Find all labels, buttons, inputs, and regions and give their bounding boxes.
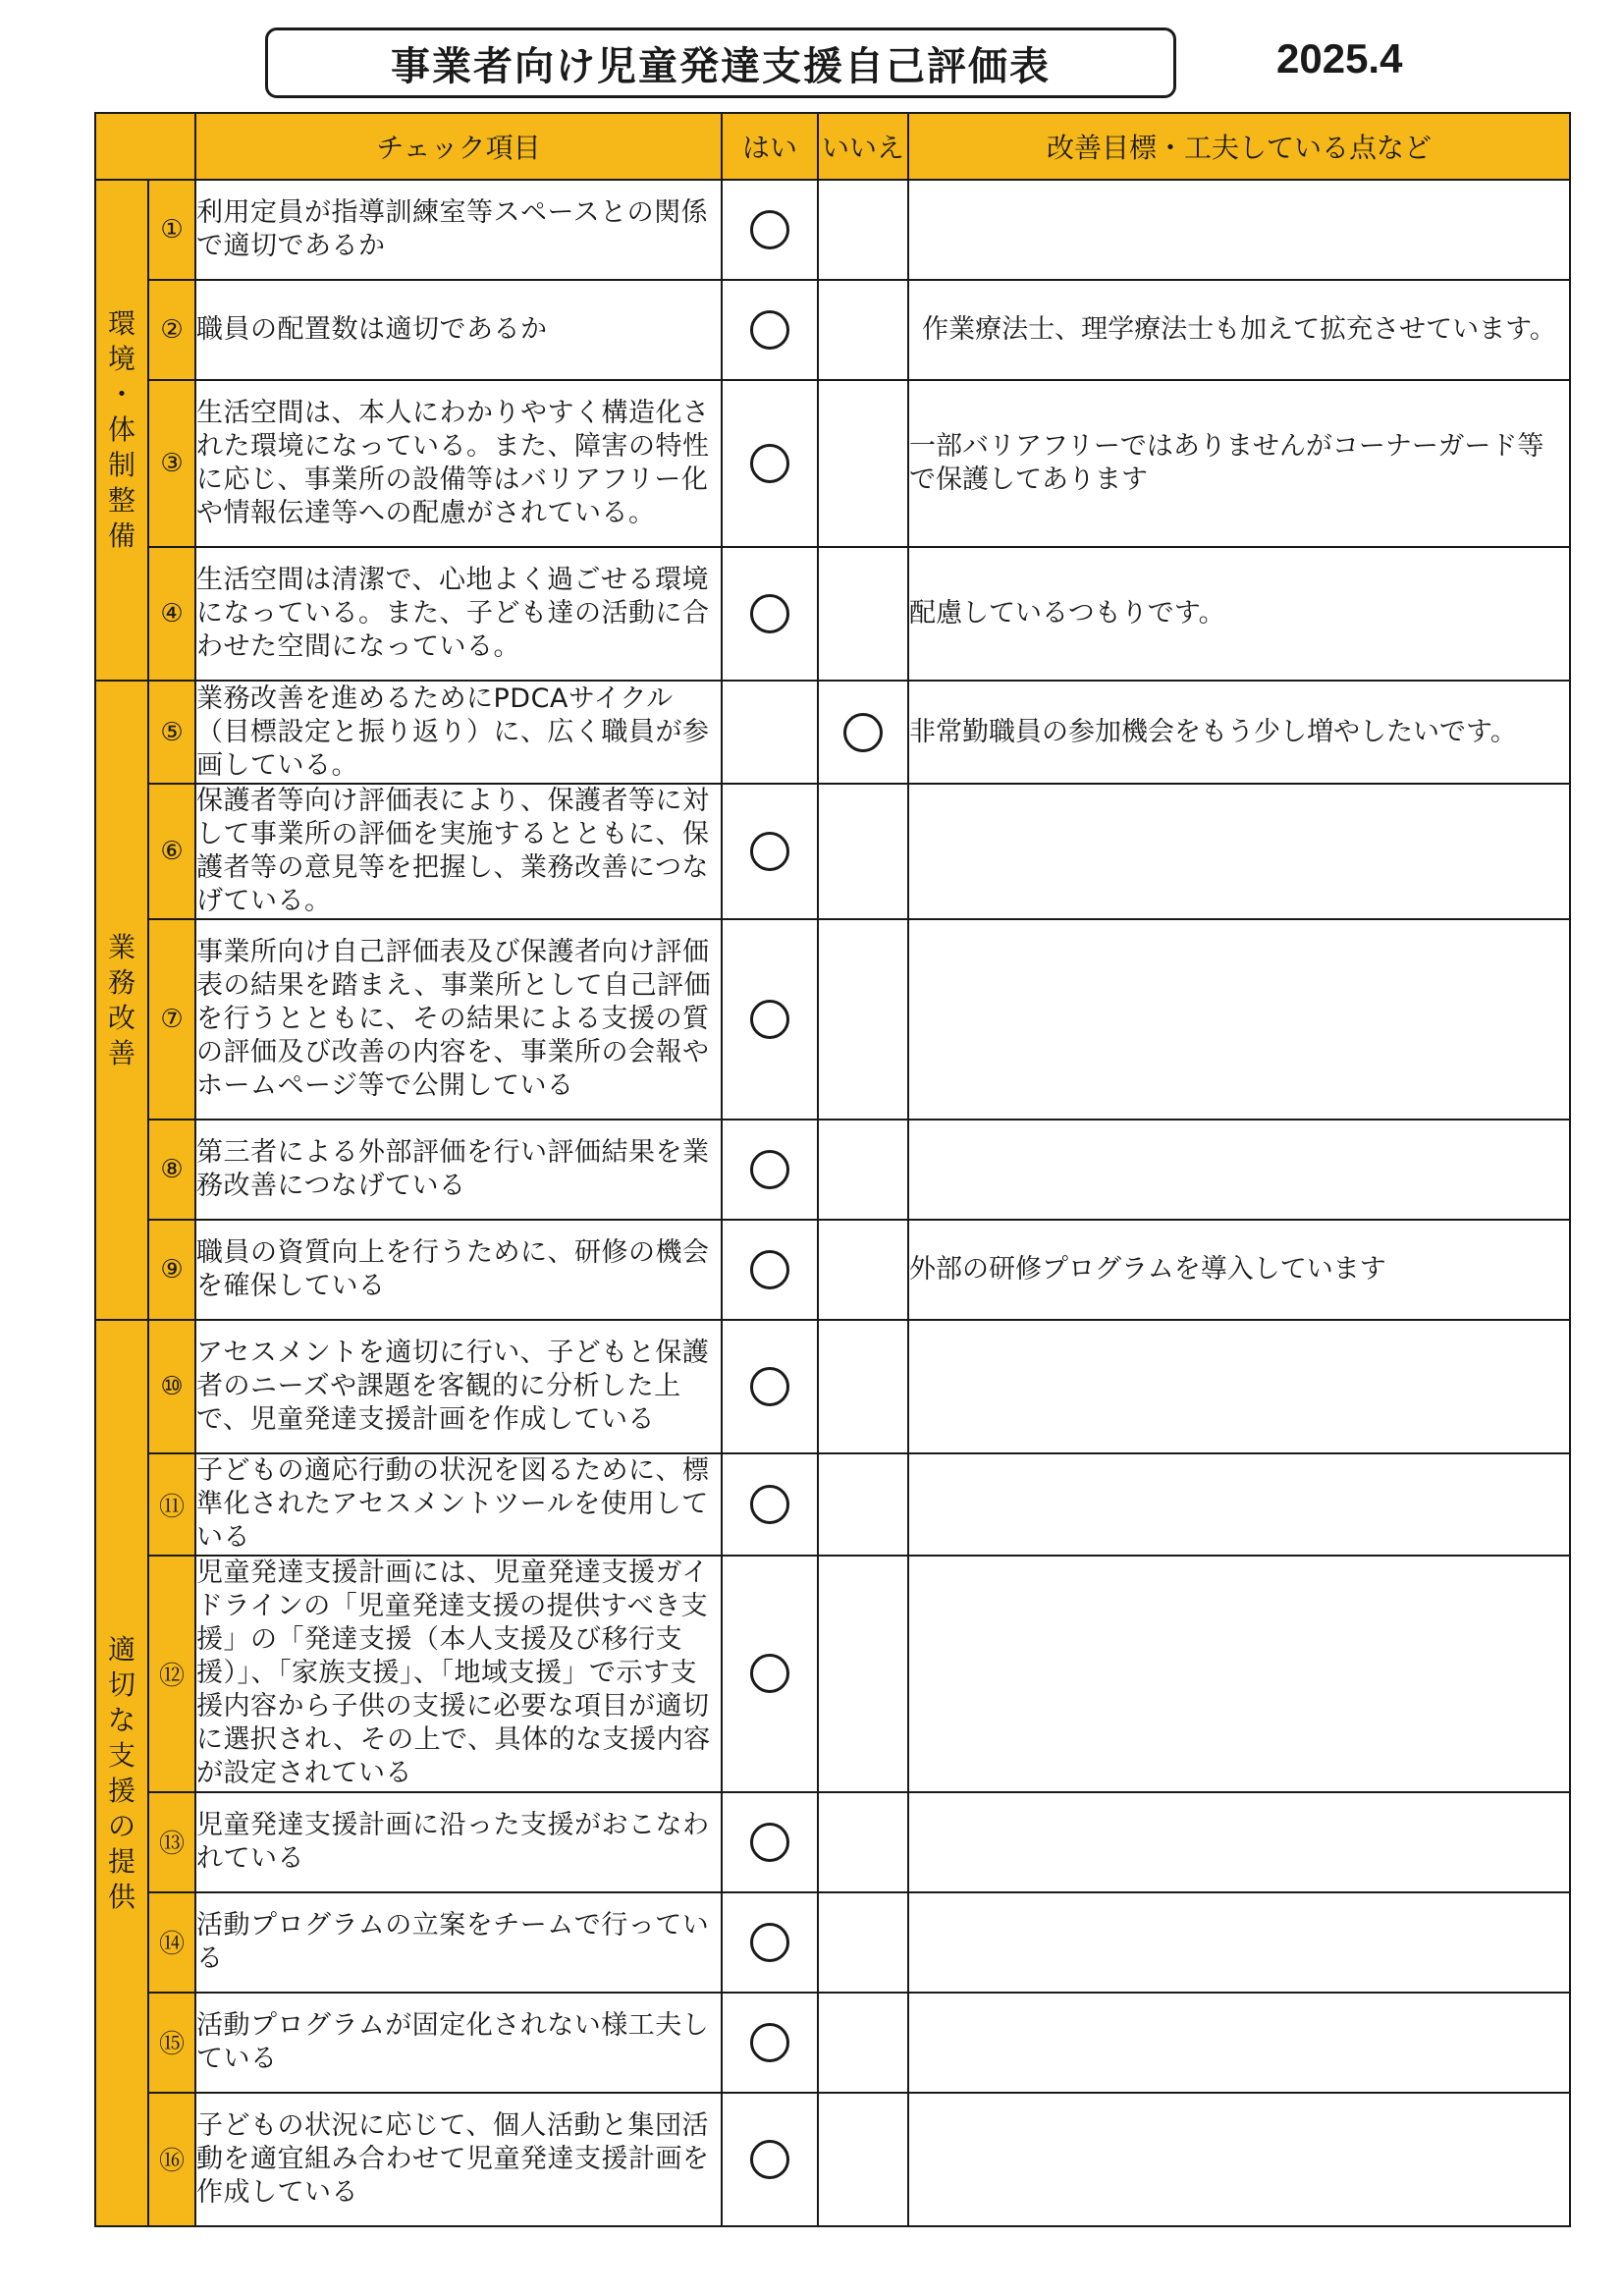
item-number: ①: [148, 180, 195, 280]
improvement-note[interactable]: 外部の研修プログラムを導入しています: [908, 1220, 1570, 1320]
circle-mark-icon: [843, 713, 883, 752]
item-number: ⑦: [148, 919, 195, 1120]
no-cell[interactable]: [818, 2093, 908, 2226]
form-date: 2025.4: [1276, 35, 1403, 82]
item-number: ③: [148, 380, 195, 547]
circle-mark-icon: [750, 1654, 789, 1693]
circle-mark-icon: [750, 210, 789, 249]
improvement-note[interactable]: [908, 784, 1570, 919]
form-title: 事業者向け児童発達支援自己評価表: [265, 27, 1176, 98]
no-cell[interactable]: [818, 1120, 908, 1220]
check-item-text: 子どもの状況に応じて、個人活動と集団活動を適宜組み合わせて児童発達支援計画を作成している: [195, 2093, 722, 2226]
circle-mark-icon: [750, 2140, 789, 2179]
table-row: [95, 1792, 1570, 1892]
improvement-note[interactable]: [908, 1320, 1570, 1453]
table-row: [95, 681, 1570, 783]
no-cell[interactable]: [818, 280, 908, 380]
item-number: ⑯: [148, 2093, 195, 2226]
no-cell[interactable]: [818, 1220, 908, 1320]
table-row: [95, 280, 1570, 380]
check-item-text: 児童発達支援計画には、児童発達支援ガイドラインの「児童発達支援の提供すべき支援」の「発達支援（本人支援及び移行支援）」、「家族支援」、「地域支援」で示す支援内容から子供の支援に必要な項目が適切に選択され、その上で、具体的な支援内容が設定されている: [195, 1556, 722, 1791]
no-cell[interactable]: [818, 547, 908, 681]
circle-mark-icon: [750, 1823, 789, 1862]
circle-mark-icon: [750, 594, 789, 633]
category-label: 環 境 ・ 体 制 整 備: [95, 180, 148, 681]
check-item-text: 活動プログラムの立案をチームで行っている: [195, 1892, 722, 1993]
yes-cell[interactable]: [722, 1892, 818, 1993]
yes-cell[interactable]: [722, 681, 818, 783]
yes-cell[interactable]: [722, 1120, 818, 1220]
item-number: ②: [148, 280, 195, 380]
table-row: [95, 1120, 1570, 1220]
improvement-note[interactable]: [908, 1892, 1570, 1993]
yes-cell[interactable]: [722, 2093, 818, 2226]
check-item-text: アセスメントを適切に行い、子どもと保護者のニーズや課題を客観的に分析した上で、児童発達支援計画を作成している: [195, 1320, 722, 1453]
improvement-note[interactable]: [908, 1120, 1570, 1220]
improvement-note[interactable]: [908, 2093, 1570, 2226]
item-number: ⑮: [148, 1993, 195, 2093]
circle-mark-icon: [750, 1367, 789, 1406]
check-item-text: 業務改善を進めるためにPDCAサイクル（目標設定と振り返り）に、広く職員が参画している。: [195, 681, 722, 783]
improvement-note[interactable]: 作業療法士、理学療法士も加えて拡充させています。: [908, 280, 1570, 380]
no-cell[interactable]: [818, 1320, 908, 1453]
item-number: ⑪: [148, 1453, 195, 1556]
no-cell[interactable]: [818, 1892, 908, 1993]
table-row: [95, 1220, 1570, 1320]
item-number: ⑥: [148, 784, 195, 919]
circle-mark-icon: [750, 310, 789, 350]
yes-cell[interactable]: [722, 380, 818, 547]
no-cell[interactable]: [818, 180, 908, 280]
no-cell[interactable]: [818, 681, 908, 783]
no-cell[interactable]: [818, 1993, 908, 2093]
improvement-note[interactable]: 配慮しているつもりです。: [908, 547, 1570, 681]
improvement-note[interactable]: [908, 180, 1570, 280]
improvement-note[interactable]: [908, 919, 1570, 1120]
check-item-text: 職員の配置数は適切であるか: [195, 280, 722, 380]
table-row: [95, 1453, 1570, 1556]
check-item-text: 子どもの適応行動の状況を図るために、標準化されたアセスメントツールを使用している: [195, 1453, 722, 1556]
category-label: 適 切 な 支 援 の 提 供: [95, 1320, 148, 2226]
check-item-text: 活動プログラムが固定化されない様工夫している: [195, 1993, 722, 2093]
table-row: [95, 180, 1570, 280]
improvement-note[interactable]: [908, 1453, 1570, 1556]
header-no: いいえ: [818, 113, 908, 180]
table-row: [95, 1993, 1570, 2093]
table-row: [95, 1892, 1570, 1993]
no-cell[interactable]: [818, 1556, 908, 1791]
circle-mark-icon: [750, 832, 789, 871]
check-item-text: 児童発達支援計画に沿った支援がおこなわれている: [195, 1792, 722, 1892]
no-cell[interactable]: [818, 919, 908, 1120]
improvement-note[interactable]: 非常勤職員の参加機会をもう少し増やしたいです。: [908, 681, 1570, 783]
no-cell[interactable]: [818, 380, 908, 547]
circle-mark-icon: [750, 444, 789, 483]
yes-cell[interactable]: [722, 180, 818, 280]
item-number: ⑭: [148, 1892, 195, 1993]
header-row: [95, 113, 1570, 180]
no-cell[interactable]: [818, 1453, 908, 1556]
check-item-text: 第三者による外部評価を行い評価結果を業務改善につなげている: [195, 1120, 722, 1220]
circle-mark-icon: [750, 1923, 789, 1962]
no-cell[interactable]: [818, 1792, 908, 1892]
check-item-text: 職員の資質向上を行うために、研修の機会を確保している: [195, 1220, 722, 1320]
header-improvement: 改善目標・工夫している点など: [908, 113, 1570, 180]
yes-cell[interactable]: [722, 1320, 818, 1453]
circle-mark-icon: [750, 2023, 789, 2062]
table-row: [95, 547, 1570, 681]
yes-cell[interactable]: [722, 547, 818, 681]
evaluation-table: [94, 112, 1571, 2227]
yes-cell[interactable]: [722, 1993, 818, 2093]
item-number: ⑫: [148, 1556, 195, 1791]
check-item-text: 保護者等向け評価表により、保護者等に対して事業所の評価を実施するとともに、保護者等の意見等を把握し、業務改善につなげている。: [195, 784, 722, 919]
item-number: ⑩: [148, 1320, 195, 1453]
circle-mark-icon: [750, 1000, 789, 1039]
yes-cell[interactable]: [722, 919, 818, 1120]
check-item-text: 生活空間は清潔で、心地よく過ごせる環境になっている。また、子ども達の活動に合わせた空間になっている。: [195, 547, 722, 681]
item-number: ⑧: [148, 1120, 195, 1220]
improvement-note[interactable]: [908, 1993, 1570, 2093]
header-check-item: チェック項目: [195, 113, 722, 180]
category-label: 業 務 改 善: [95, 681, 148, 1320]
item-number: ⑨: [148, 1220, 195, 1320]
check-item-text: 生活空間は、本人にわかりやすく構造化された環境になっている。また、障害の特性に応じ、事業所の設備等はバリアフリー化や情報伝達等への配慮がされている。: [195, 380, 722, 547]
improvement-note[interactable]: [908, 1792, 1570, 1892]
item-number: ④: [148, 547, 195, 681]
yes-cell[interactable]: [722, 280, 818, 380]
yes-cell[interactable]: [722, 1220, 818, 1320]
item-number: ⑬: [148, 1792, 195, 1892]
no-cell[interactable]: [818, 784, 908, 919]
yes-cell[interactable]: [722, 1453, 818, 1556]
yes-cell[interactable]: [722, 1556, 818, 1791]
header-yes: はい: [722, 113, 818, 180]
item-number: ⑤: [148, 681, 195, 783]
table-row: [95, 784, 1570, 919]
header-blank: [95, 113, 195, 180]
table-row: [95, 380, 1570, 547]
circle-mark-icon: [750, 1485, 789, 1524]
circle-mark-icon: [750, 1250, 789, 1289]
table-row: [95, 1320, 1570, 1453]
improvement-note[interactable]: [908, 1556, 1570, 1791]
circle-mark-icon: [750, 1150, 789, 1189]
improvement-note[interactable]: 一部バリアフリーではありませんがコーナーガード等で保護してあります: [908, 380, 1570, 547]
check-item-text: 事業所向け自己評価表及び保護者向け評価表の結果を踏まえ、事業所として自己評価を行うとともに、その結果による支援の質の評価及び改善の内容を、事業所の会報やホームページ等で公開している: [195, 919, 722, 1120]
yes-cell[interactable]: [722, 1792, 818, 1892]
check-item-text: 利用定員が指導訓練室等スペースとの関係で適切であるか: [195, 180, 722, 280]
table-row: [95, 1556, 1570, 1791]
yes-cell[interactable]: [722, 784, 818, 919]
table-row: [95, 2093, 1570, 2226]
table-row: [95, 919, 1570, 1120]
